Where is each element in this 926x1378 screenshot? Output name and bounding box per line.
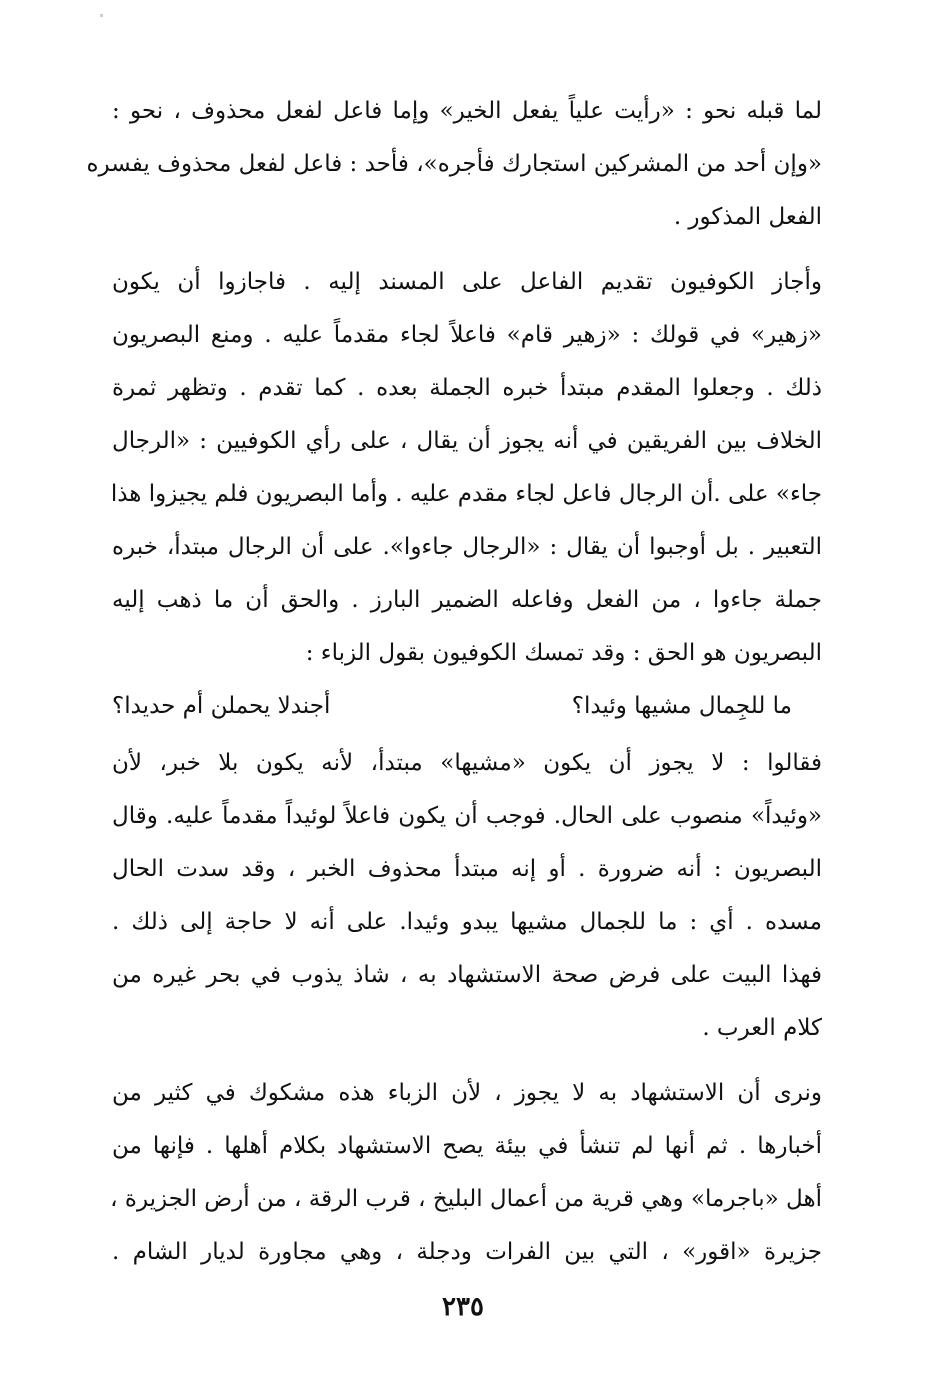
text-line: مسده . أي : ما للجمال مشيها يبدو وئيدا. على أنه لا حاجة إلى ذلك . [112,909,822,935]
paragraph-4 [112,1078,822,1267]
text-line: ونرى أن الاستشهاد به لا يجوز ، لأن الزباء هذه مشكوك في كثير من [112,1080,822,1106]
paragraph-1 [86,96,822,232]
text-line: «وئيداً» منصوب على الحال. فوجب أن يكون فاعلاً لوئيداً مقدماً عليه. وقال [112,803,822,829]
text-line: الفعل المذكور . [673,204,822,230]
document-page [86,96,822,1336]
text-line: وأجاز الكوفيون تقديم الفاعل على المسند إليه . فاجازوا أن يكون [112,269,822,295]
text-line: أخبارها . ثم أنها لم تنشأ في بيئة يصح الاستشهاد بكلام أهلها . فإنها من [112,1133,822,1159]
text-line: فهذا البيت على فرض صحة الاستشهاد به ، شاذ يذوب في بحر غيره من [112,962,822,988]
text-line: «وإن أحد من المشركين استجارك فأجره»، فأحد : فاعل لفعل محذوف يفسره [86,151,822,177]
text-line: البصريون هو الحق : وقد تمسك الكوفيون بقول الزباء : [305,640,822,666]
text-line: البصريون : أنه ضرورة . أو إنه مبتدأ محذوف الخبر ، وقد سدت الحال [112,856,822,882]
verse-first-hemistich: ما للجِمال مشيها وئيدا؟ [571,693,792,719]
text-line: الخلاف بين الفريقين في أنه يجوز أن يقال ، على رأي الكوفيين : «الرجال [112,428,822,454]
text-line: جملة جاءوا ، من الفعل وفاعله الضمير البارز . والحق أن ما ذهب إليه [112,587,822,613]
paragraph-gap [112,255,822,267]
text-line: جزيرة «اقور» ، التي بين الفرات ودجلة ، وهي مجاورة لديار الشام . [112,1239,822,1265]
text-line: فقالوا : لا يجوز أن يكون «مشيها» مبتدأ، لأنه يكون بلا خبر، لأن [112,750,822,776]
verse-second-hemistich: أجندلا يحملن أم حديدا؟ [112,693,331,719]
text-line: التعبير . بل أوجبوا أن يقال : «الرجال جاءوا». على أن الرجال مبتدأ، خبره [112,534,822,560]
poetry-verse [112,691,792,721]
paragraph-2 [112,267,822,668]
text-line: ذلك . وجعلوا المقدم مبتدأ خبره الجملة بعده . كما تقدم . وتظهر ثمرة [112,375,822,401]
text-line: «زهير» في قولك : «زهير قام» فاعلاً لجاء مقدماً عليه . ومنع البصريون [112,322,822,348]
text-line: جاء» على .أن الرجال فاعل لجاء مقدم عليه . وأما البصريون فلم يجيزوا هذا [110,481,822,507]
page-number: ٢٣٥ [442,1292,484,1322]
text-line: لما قبله نحو : «رأيت علياً يفعل الخير» وإما فاعل لفعل محذوف ، نحو : [112,98,822,124]
text-line: كلام العرب . [702,1015,822,1041]
text-line: أهل «باجرما» وهي قرية من أعمال البليخ ، قرب الرقة ، من أرض الجزيرة ، [110,1186,822,1212]
margin-mark [100,14,103,17]
paragraph-3 [112,748,822,1043]
paragraph-gap [112,1066,822,1078]
